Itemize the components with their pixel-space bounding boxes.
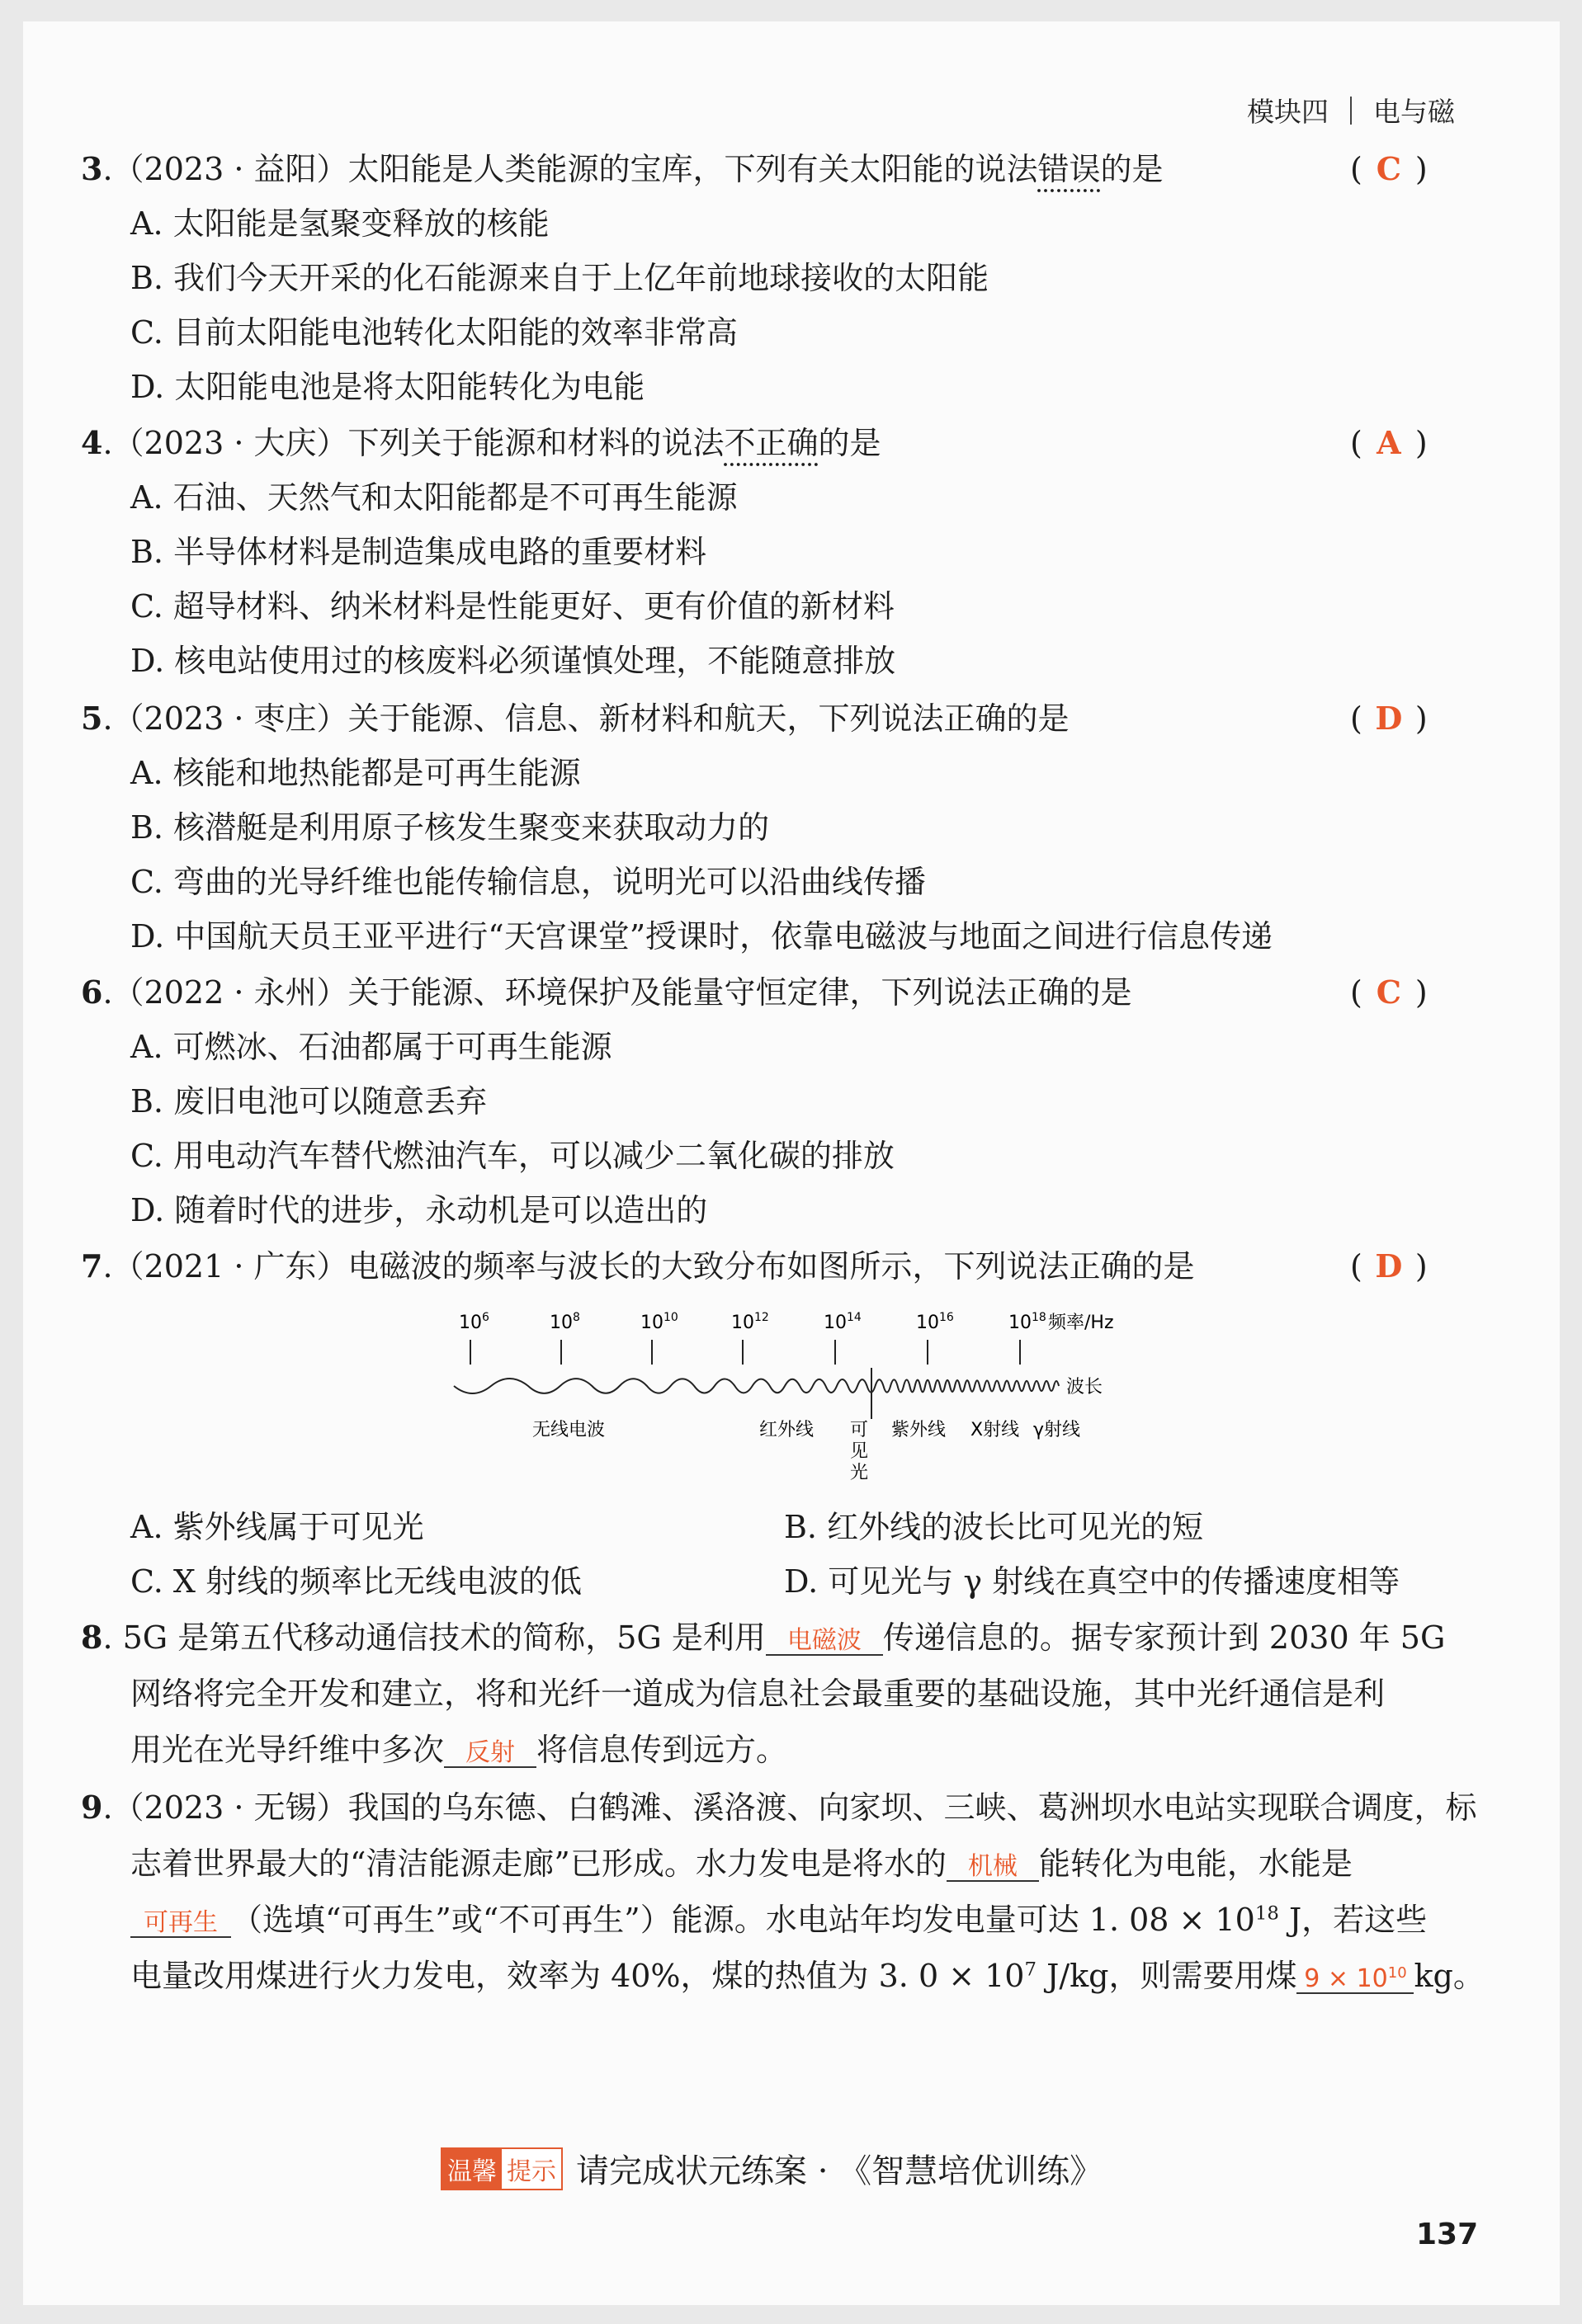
band-label: X射线	[970, 1420, 1020, 1440]
q5-option-b: B. 核潜艇是利用原子核发生聚变来获取动力的	[130, 809, 770, 846]
tick-label: $10^{12}$	[731, 1311, 769, 1333]
footer-tip	[441, 2145, 1103, 2192]
q5-stem	[81, 700, 1070, 737]
q7-stem	[81, 1247, 1195, 1285]
q8-blank-2[interactable]: 反射	[444, 1739, 536, 1768]
tip-badge-part1: 温馨	[442, 2149, 502, 2189]
q7-option-b: B. 红外线的波长比可见光的短	[784, 1509, 1204, 1545]
q9-blank-3-exp: 10	[1387, 1964, 1407, 1982]
q6-option-c: C. 用电动汽车替代燃油汽车，可以减少二氧化碳的排放	[130, 1138, 895, 1174]
q3-number: 3	[81, 150, 103, 187]
q7-option-d: D. 可见光与 γ 射线在真空中的传播速度相等	[784, 1563, 1400, 1600]
q8-text-1a: . 5G 是第五代移动通信技术的简称，5G 是利用	[102, 1619, 766, 1656]
q7-option-c: C. X 射线的频率比无线电波的低	[130, 1563, 583, 1600]
q5-option-d: D. 中国航天员王亚平进行“天宫课堂”授课时，依靠电磁波与地面之间进行信息传递	[130, 918, 1273, 955]
tick-label: $10^6$	[459, 1311, 489, 1333]
q7-answer: D	[1375, 1247, 1403, 1285]
q5-option-c: C. 弯曲的光导纤维也能传输信息，说明光可以沿曲线传播	[130, 864, 926, 900]
q4-emph-text: 不正确	[724, 425, 819, 461]
q9-text-3a: （选填“可再生”或“不可再生”）能源。水电站年均发电量可达 1. 08 × 10	[231, 1902, 1255, 1938]
q3-answer: C	[1376, 150, 1401, 187]
band-label: 无线电波	[532, 1420, 606, 1440]
q8-line-3	[130, 1734, 787, 1768]
q9-number: 9	[81, 1789, 103, 1826]
tick-label: $10^8$	[550, 1311, 580, 1333]
q3-option-b: B. 我们今天开采的化石能源来自于上亿年前地球接收的太阳能	[130, 260, 989, 296]
q9-text-4a: 电量改用煤进行火力发电，效率为 40%，煤的热值为 3. 0 × 10	[130, 1958, 1025, 1994]
q7-option-a: A. 紫外线属于可见光	[130, 1509, 424, 1545]
q4-stem-b: 的是	[818, 425, 881, 461]
tick-label: $10^{10}$	[640, 1311, 678, 1333]
q8-line-2: 网络将完全开发和建立，将和光纤一道成为信息社会最重要的基础设施，其中光纤通信是利	[130, 1676, 1386, 1712]
tip-badge-part2: 提示	[502, 2149, 561, 2189]
q9-text-4c: kg。	[1414, 1958, 1485, 1994]
q8-text-3a: 用光在光导纤维中多次	[130, 1732, 445, 1768]
q9-blank-3[interactable]	[1296, 1965, 1414, 1994]
em-spectrum-figure	[446, 1303, 1155, 1493]
q8-text-3b: 将信息传到远方。	[536, 1732, 788, 1768]
q9-text-1: .（2023 · 无锡）我国的乌东德、白鹤滩、溪洛渡、向家坝、三峡、葛洲坝水电站实现联合调度，标	[102, 1789, 1477, 1826]
band-label-visible: 光	[850, 1463, 869, 1483]
q9-line-2	[130, 1848, 1353, 1882]
q4-answer: A	[1377, 424, 1401, 461]
footer-text: 请完成状元练案 · 《智慧培优训练》	[576, 2152, 1103, 2190]
q9-line-1	[81, 1789, 1477, 1826]
q4-stem	[81, 424, 881, 461]
q9-blank-3-base: 9 × 10	[1304, 1964, 1388, 1993]
q5-number: 5	[81, 700, 103, 737]
q6-stem	[81, 973, 1132, 1011]
tick-label: $10^{14}$	[824, 1311, 862, 1333]
q4-option-a: A. 石油、天然气和太阳能都是不可再生能源	[130, 479, 738, 516]
q7-number: 7	[81, 1247, 103, 1285]
module-label: 模块四	[1247, 96, 1329, 128]
q3-emph-text: 错误	[1037, 151, 1101, 187]
q3-stem-a: .（2023 · 益阳）太阳能是人类能源的宝库，下列有关太阳能的说法	[102, 151, 1038, 187]
q9-text-2b: 能转化为电能，水能是	[1038, 1846, 1353, 1882]
q9-line-3	[130, 1904, 1427, 1938]
q3-emphasis	[1037, 151, 1100, 187]
frequency-axis-label: 频率/Hz	[1048, 1313, 1114, 1333]
band-label-visible: 可	[850, 1420, 869, 1440]
q6-option-d: D. 随着时代的进步，永动机是可以造出的	[130, 1192, 708, 1228]
q5-answer: D	[1375, 700, 1403, 737]
q3-option-a: A. 太阳能是氢聚变释放的核能	[130, 205, 550, 242]
q7-stem-text: .（2021 · 广东）电磁波的频率与波长的大致分布如图所示，下列说法正确的是	[102, 1248, 1195, 1285]
q9-text-2a: 志着世界最大的“清洁能源走廊”已形成。水力发电是将水的	[130, 1846, 947, 1882]
q9-blank-2[interactable]: 可再生	[130, 1909, 231, 1938]
q6-answer: C	[1376, 973, 1401, 1011]
q9-blank-1[interactable]: 机械	[947, 1853, 1039, 1882]
q4-stem-a: .（2023 · 大庆）下列关于能源和材料的说法	[102, 425, 725, 461]
q3-stem	[81, 150, 1164, 187]
band-label-visible: 见	[850, 1441, 869, 1462]
q4-option-c: C. 超导材料、纳米材料是性能更好、更有价值的新材料	[130, 588, 895, 625]
q6-option-b: B. 废旧电池可以随意丢弃	[130, 1083, 488, 1120]
q6-stem-text: .（2022 · 永州）关于能源、环境保护及能量守恒定律，下列说法正确的是	[102, 974, 1132, 1011]
q8-blank-1[interactable]: 电磁波	[766, 1627, 883, 1656]
q8-number: 8	[81, 1619, 103, 1656]
q9-exp-4: 7	[1024, 1959, 1037, 1981]
q3-option-d: D. 太阳能电池是将太阳能转化为电能	[130, 369, 645, 405]
q9-text-3b: J，若这些	[1278, 1902, 1428, 1938]
q3-stem-b: 的是	[1100, 151, 1164, 187]
q4-option-b: B. 半导体材料是制造集成电路的重要材料	[130, 534, 707, 570]
topic-label: 电与磁	[1373, 96, 1455, 128]
q4-number: 4	[81, 424, 103, 461]
band-label: γ射线	[1033, 1420, 1081, 1440]
q3-option-c: C. 目前太阳能电池转化太阳能的效率非常高	[130, 314, 738, 351]
band-label: 紫外线	[891, 1420, 947, 1440]
header-divider	[1350, 97, 1352, 125]
wavelength-label: 波长	[1066, 1377, 1103, 1398]
q4-answer-bracket: ( A )	[1350, 424, 1428, 461]
q9-exp-3: 18	[1254, 1902, 1279, 1925]
tick-label: $10^{16}$	[916, 1311, 954, 1333]
q8-line-1	[81, 1619, 1446, 1656]
q9-text-4b: J/kg，则需要用煤	[1037, 1958, 1297, 1994]
tip-badge	[441, 2147, 563, 2190]
band-label: 红外线	[759, 1420, 815, 1440]
q5-option-a: A. 核能和地热能都是可再生能源	[130, 755, 581, 791]
q5-stem-text: .（2023 · 枣庄）关于能源、信息、新材料和航天，下列说法正确的是	[102, 700, 1070, 737]
q6-number: 6	[81, 973, 103, 1011]
q6-answer-bracket: ( C )	[1350, 973, 1428, 1011]
q6-option-a: A. 可燃冰、石油都属于可再生能源	[130, 1029, 612, 1065]
page-number: 137	[1416, 2218, 1479, 2251]
q8-text-1b: 传递信息的。据专家预计到 2030 年 5G	[882, 1619, 1446, 1656]
wave-curve	[454, 1379, 1059, 1393]
q4-option-d: D. 核电站使用过的核废料必须谨慎处理，不能随意排放	[130, 643, 896, 679]
q3-answer-bracket: ( C )	[1350, 150, 1428, 187]
q7-answer-bracket: ( D )	[1350, 1247, 1428, 1285]
q9-line-4	[130, 1960, 1485, 1994]
tick-label: $10^{18}$	[1008, 1311, 1046, 1333]
module-header	[1247, 91, 1455, 130]
q5-answer-bracket: ( D )	[1350, 700, 1428, 737]
